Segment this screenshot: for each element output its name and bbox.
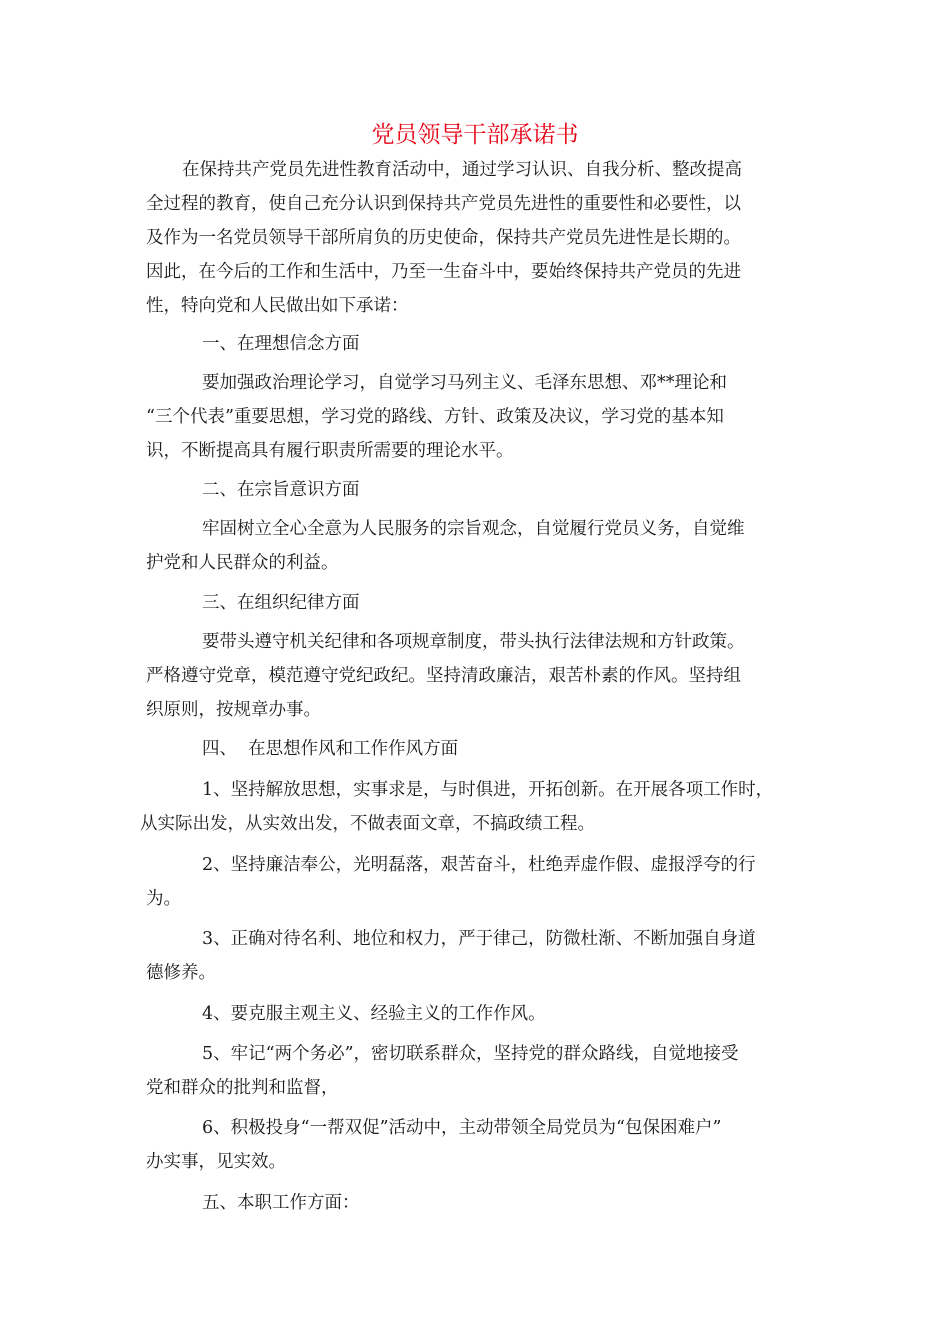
document-title: 党员领导干部承诺书 — [371, 122, 579, 148]
paragraph-line: 6、积极投身“一帮双促”活动中，主动带领全局党员为“包保困难户” — [202, 1118, 722, 1138]
paragraph-line: 要带头遵守机关纪律和各项规章制度，带头执行法律法规和方针政策。 — [202, 632, 745, 652]
paragraph-line: 从实际出发，从实效出发，不做表面文章，不搞政绩工程。 — [140, 814, 595, 834]
section-heading: 五、本职工作方面： — [202, 1193, 360, 1213]
paragraph-line: 德修养。 — [146, 963, 216, 983]
paragraph-line: 3、正确对待名利、地位和权力，严于律己，防微杜渐、不断加强自身道 — [202, 929, 756, 949]
paragraph-line: 全过程的教育，使自己充分认识到保持共产党员先进性的重要性和必要性，以 — [146, 194, 741, 214]
paragraph-line: 识，不断提高具有履行职责所需要的理论水平。 — [146, 441, 514, 461]
paragraph-line: 性，特向党和人民做出如下承诺： — [146, 296, 409, 316]
paragraph-line: 办实事，见实效。 — [146, 1152, 286, 1172]
section-heading: 三、在组织纪律方面 — [202, 593, 360, 613]
paragraph-line: 牢固树立全心全意为人民服务的宗旨观念，自觉履行党员义务，自觉维 — [202, 519, 745, 539]
paragraph-line: 严格遵守党章，模范遵守党纪政纪。坚持清政廉洁，艰苦朴素的作风。坚持组 — [146, 666, 741, 686]
paragraph-line: 5、牢记“两个务必”，密切联系群众，坚持党的群众路线，自觉地接受 — [202, 1044, 739, 1064]
paragraph-line: 为。 — [146, 889, 181, 909]
paragraph-line: 因此，在今后的工作和生活中，乃至一生奋斗中，要始终保持共产党员的先进 — [146, 262, 741, 282]
paragraph-line: 4、要克服主观主义、经验主义的工作作风。 — [202, 1004, 546, 1024]
paragraph-line: 要加强政治理论学习，自觉学习马列主义、毛泽东思想、邓**理论和 — [202, 373, 727, 393]
paragraph-line: “三个代表”重要思想，学习党的路线、方针、政策及决议，学习党的基本知 — [146, 407, 724, 427]
paragraph-line: 织原则，按规章办事。 — [146, 700, 321, 720]
paragraph-line: 党和群众的批判和监督， — [146, 1078, 339, 1098]
section-heading: 二、在宗旨意识方面 — [202, 480, 360, 500]
section-heading: 一、在理想信念方面 — [202, 334, 360, 354]
paragraph-line: 及作为一名党员领导干部所肩负的历史使命，保持共产党员先进性是长期的。 — [146, 228, 741, 248]
paragraph-line: 在保持共产党员先进性教育活动中，通过学习认识、自我分析、整改提高 — [182, 160, 742, 180]
paragraph-line: 2、坚持廉洁奉公，光明磊落，艰苦奋斗，杜绝弄虚作假、虚报浮夸的行 — [202, 855, 756, 875]
section-heading: 四、 在思想作风和工作作风方面 — [202, 739, 459, 759]
paragraph-line: 护党和人民群众的利益。 — [146, 553, 339, 573]
paragraph-line: 1、坚持解放思想，实事求是，与时俱进，开拓创新。在开展各项工作时， — [202, 780, 774, 800]
